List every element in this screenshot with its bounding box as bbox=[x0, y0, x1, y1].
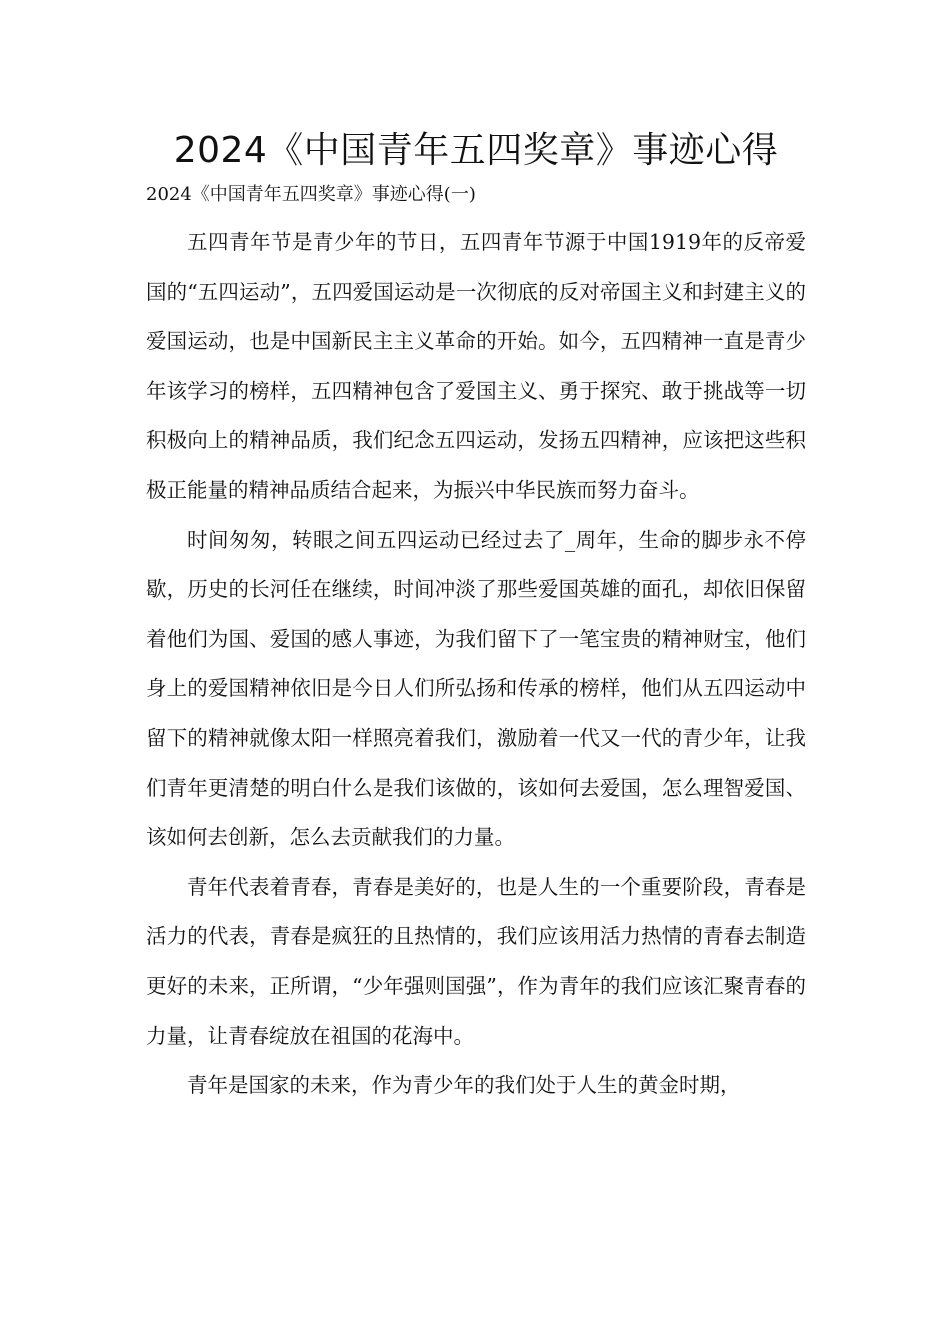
paragraph-4: 青年是国家的未来，作为青少年的我们处于人生的黄金时期， bbox=[187, 1073, 741, 1098]
document-title: 2024《中国青年五四奖章》事迹心得 bbox=[173, 130, 779, 171]
paragraph-1: 五四青年节是青少年的节日，五四青年节源于中国1919年的反帝爱国的“五四运动”，五四爱国运动是一次彻底的反对帝国主义和封建主义的爱国运动，也是中国新民主主义革命的开始。如今，五四精神一直是青少年该学习的榜样，五四精神包含了爱国主义、勇于探究、敢于挑战等一切积极向上的精神品质，我们纪念五四运动，发扬五四精神，应该把这些积极正能量的精神品质结合起来，为振兴中华民族而努力奋斗。 bbox=[146, 230, 806, 502]
paragraph-3: 青年代表着青春，青春是美好的，也是人生的一个重要阶段，青春是活力的代表，青春是疯狂的且热情的，我们应该用活力热情的青春去制造更好的未来，正所谓，“少年强则国强”，作为青年的我们应该汇聚青春的力量，让青春绽放在祖国的花海中。 bbox=[146, 874, 806, 1048]
paragraph-2: 时间匆匆，转眼之间五四运动已经过去了_周年，生命的脚步永不停歇，历史的长河任在继续，时间冲淡了那些爱国英雄的面孔，却依旧保留着他们为国、爱国的感人事迹，为我们留下了一笔宝贵的精神财宝，他们身上的爱国精神依旧是今日人们所弘扬和传承的榜样，他们从五四运动中留下的精神就像太阳一样照亮着我们，激励着一代又一代的青少年，让我们青年更清楚的明白什么是我们该做的，该如何去爱国，怎么理智爱国、该如何去创新，怎么去贡献我们的力量。 bbox=[146, 527, 806, 850]
document-subtitle: 2024《中国青年五四奖章》事迹心得(一) bbox=[146, 184, 476, 205]
document-page bbox=[146, 128, 806, 1111]
